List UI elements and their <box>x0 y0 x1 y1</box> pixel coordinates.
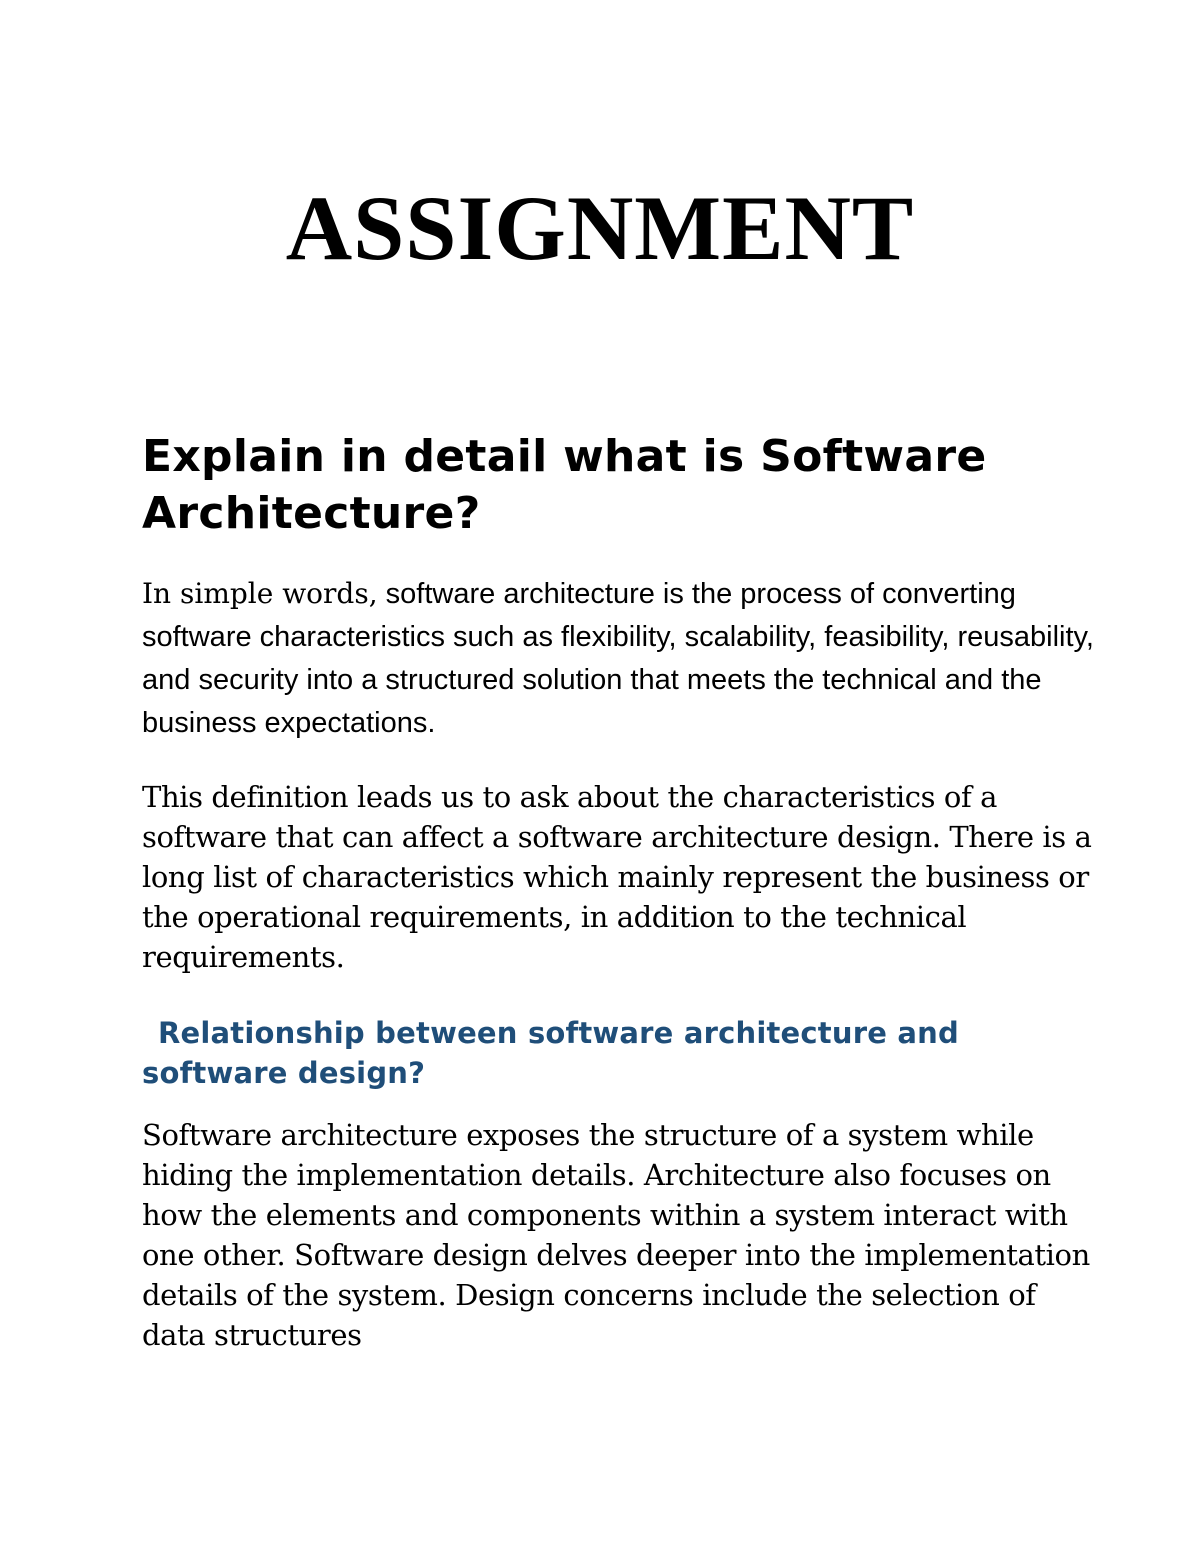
section-heading-software-architecture: Explain in detail what is Software Architecture? <box>142 431 987 539</box>
paragraph-definition <box>142 572 1102 745</box>
paragraph-definition-rest: software architecture is the process of converting software characteristics such as flexibility, scalability, feasibility, reusability, and security into a structured solution that meets the technical and the business expectations. <box>142 578 1094 739</box>
paragraph-definition-lead: In simple words, <box>142 577 378 610</box>
paragraph-architecture-vs-design: Software architecture exposes the structure of a system while hiding the implementation details. Architecture also focuses on how the elements and components within a system interact with one other. Software design delves deeper into the implementation details of the system. Design concerns include the selection of data structures <box>142 1118 1090 1352</box>
document-body <box>142 428 1102 1355</box>
section-heading-relationship <box>142 1013 1102 1093</box>
paragraph-characteristics: This definition leads us to ask about the characteristics of a software that can affect a software architecture design. There is a long list of characteristics which mainly represent the business or the operational requirements, in addition to the technical requirements. <box>142 780 1092 974</box>
document-title: ASSIGNMENT <box>285 177 915 279</box>
section-heading-relationship-text: Relationship between software architecture and software design? <box>142 1016 959 1090</box>
